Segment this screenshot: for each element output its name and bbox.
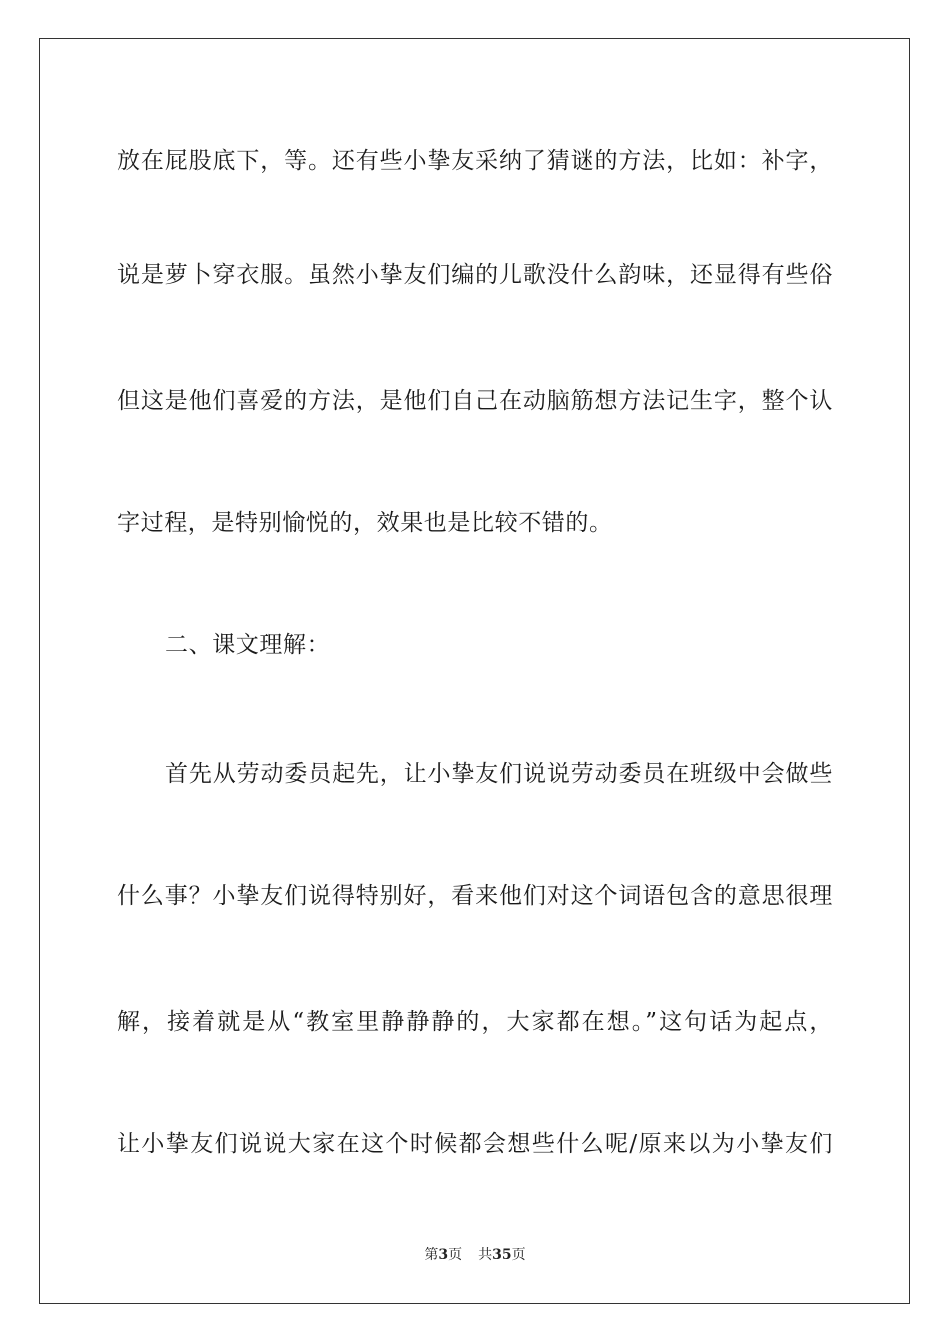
paragraph-line-2: 说是萝卜穿衣服。虽然小挚友们编的儿歌没什么韵味，还显得有些俗 [117, 262, 833, 288]
paragraph-line-6: 什么事？小挚友们说得特别好，看来他们对这个词语包含的意思很理 [117, 883, 833, 909]
paragraph-line-5: 首先从劳动委员起先，让小挚友们说说劳动委员在班级中会做些 [165, 761, 833, 787]
page-footer [0, 1246, 950, 1264]
section-heading: 二、课文理解： [165, 632, 331, 658]
paragraph-line-8: 让小挚友们说说大家在这个时候都会想些什么呢/原来以为小挚友们 [117, 1131, 833, 1157]
paragraph-line-1: 放在屁股底下，等。还有些小挚友采纳了猜谜的方法，比如：补字， [117, 148, 833, 174]
footer-page-suffix: 页 [448, 1247, 463, 1263]
footer-page-prefix: 第 [424, 1247, 439, 1263]
footer-page-number: 3 [438, 1247, 449, 1263]
paragraph-line-7: 解，接着就是从“教室里静静静的，大家都在想。”这句话为起点， [117, 1009, 833, 1035]
footer-total-prefix: 共 [478, 1247, 493, 1263]
footer-total-suffix: 页 [511, 1247, 526, 1263]
paragraph-line-3: 但这是他们喜爱的方法，是他们自己在动脑筋想方法记生字，整个认 [117, 388, 833, 414]
page-border [39, 38, 910, 1304]
paragraph-line-4: 字过程，是特别愉悦的，效果也是比较不错的。 [117, 510, 613, 536]
footer-total-pages: 35 [492, 1247, 512, 1263]
